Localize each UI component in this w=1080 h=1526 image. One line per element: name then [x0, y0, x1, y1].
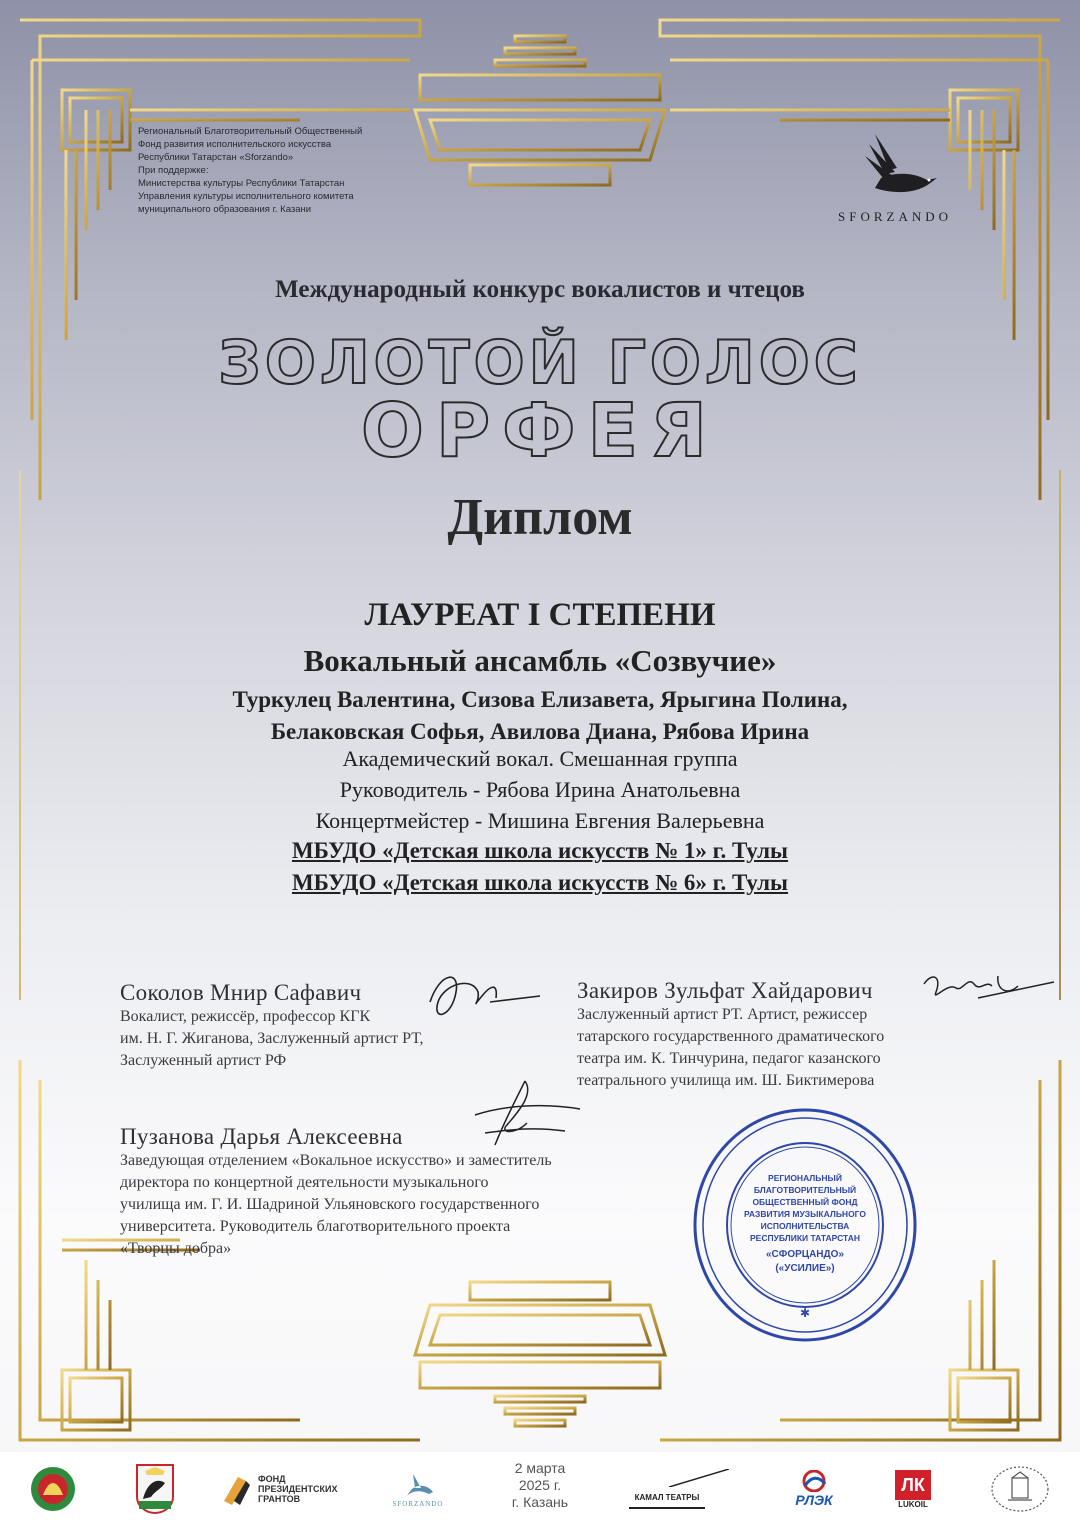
logo-wordmark: SFORZANDO: [837, 209, 952, 224]
signatory-name: Закиров Зульфат Хайдарович: [577, 978, 873, 1003]
desc-line: «Творцы добра»: [120, 1240, 232, 1257]
rpek-logo: [782, 1462, 846, 1516]
org-line: Региональный Благотворительный Общественный: [138, 126, 363, 137]
grants-line: ФОНД: [258, 1474, 286, 1484]
signature-1: [420, 962, 550, 1032]
sforzando-logo: [820, 128, 970, 225]
organizer-info: [138, 125, 438, 216]
category: Академический вокал. Смешанная группа: [342, 746, 738, 771]
org-line: Министерства культуры Республики Татарстан: [138, 178, 345, 189]
desc-line: директора по концертной деятельности музыкального: [120, 1174, 489, 1191]
grants-line: ГРАНТОВ: [258, 1494, 301, 1504]
issue-date: [478, 1460, 602, 1511]
sforzando-small-wordmark: SFORZANDO: [392, 1500, 444, 1508]
signatory-name: Пузанова Дарья Алексеевна: [120, 1124, 403, 1149]
org-line: При поддержке:: [138, 165, 209, 176]
date-line: г. Казань: [511, 1494, 569, 1510]
kazan-coat-of-arms-logo: [130, 1462, 180, 1516]
stamp-line: РЕСПУБЛИКИ ТАТАРСТАН: [750, 1233, 860, 1243]
school-2: МБУДО «Детская школа искусств № 6» г. Тулы: [291, 870, 789, 895]
desc-line: театра им. К. Тинчурина, педагог казанского: [577, 1050, 881, 1067]
desc-line: им. Н. Г. Жиганова, Заслуженный артист РТ,: [120, 1030, 424, 1047]
desc-line: театрального училища им. Ш. Биктимерова: [577, 1072, 875, 1089]
official-stamp: [690, 1105, 920, 1345]
presidential-grants-fund-logo: [218, 1462, 358, 1516]
bird-icon: [845, 128, 945, 200]
members-line: Туркулец Валентина, Сизова Елизавета, Ярыгина Полина,: [232, 687, 848, 712]
members-line: Белаковская Софья, Авилова Диана, Рябова Ирина: [270, 719, 810, 744]
stamp-line: РЕГИОНАЛЬНЫЙ: [768, 1173, 842, 1183]
circular-seal-logo: [985, 1462, 1055, 1516]
sponsor-footer: [0, 1452, 1080, 1526]
desc-line: Заслуженный артист РТ. Артист, режиссер: [577, 1006, 868, 1023]
grants-line: ПРЕЗИДЕНТСКИХ: [258, 1484, 338, 1494]
members-list: [0, 684, 1080, 748]
desc-line: Заведующая отделением «Вокальное искусство» и заместитель: [120, 1152, 552, 1169]
award-degree: ЛАУРЕАТ I СТЕПЕНИ: [364, 597, 716, 633]
rpek-label: РЛЭК: [795, 1492, 833, 1508]
org-line: Фонд развития исполнительского искусства: [138, 139, 332, 150]
date-line: 2025 г.: [518, 1477, 562, 1493]
lukoil-mark: ЛК: [895, 1470, 931, 1500]
stamp-line: ОБЩЕСТВЕННЫЙ ФОНД: [752, 1197, 858, 1207]
tatarstan-emblem-logo: [28, 1462, 78, 1516]
signature-3: [455, 1075, 585, 1150]
stamp-line: БЛАГОТВОРИТЕЛЬНЫЙ: [753, 1185, 857, 1195]
lukoil-label: LUKOIL: [898, 1499, 928, 1509]
accompanist: Концертмейстер - Мишина Евгения Валерьевна: [315, 808, 765, 833]
stamp-line: «СФОРЦАНДО»: [766, 1249, 844, 1260]
desc-line: училища им. Г. И. Шадриной Ульяновского государственного: [120, 1196, 540, 1213]
signatory-description: [120, 1150, 660, 1260]
desc-line: татарского государственного драматического: [577, 1028, 885, 1045]
svg-text:✱: ✱: [799, 1306, 811, 1320]
desc-line: Заслуженный артист РФ: [120, 1052, 287, 1069]
kamal-theatre-logo: [612, 1462, 722, 1516]
kamal-theatre-label: КАМАЛ ТЕАТРЫ: [634, 1493, 700, 1502]
diploma-heading: Диплом: [447, 489, 633, 546]
contest-subtitle: Международный конкурс вокалистов и чтецов: [275, 276, 805, 303]
signatory-description: [577, 1004, 997, 1092]
contest-title-line1: ЗОЛОТОЙ ГОЛОС: [218, 328, 862, 398]
org-line: Республики Татарстан «Sforzando»: [138, 152, 294, 163]
org-line: Управления культуры исполнительного комитета: [138, 191, 354, 202]
stamp-line: РАЗВИТИЯ МУЗЫКАЛЬНОГО: [744, 1209, 866, 1219]
org-line: муниципального образования г. Казани: [138, 204, 312, 215]
school-1: МБУДО «Детская школа искусств № 1» г. Тулы: [291, 838, 789, 863]
desc-line: университета. Руководитель благотворительного проекта: [120, 1218, 511, 1235]
date-line: 2 марта: [514, 1460, 566, 1476]
signature-2: [918, 962, 1058, 1012]
lukoil-logo: [888, 1462, 938, 1516]
desc-line: Вокалист, режиссёр, профессор КГК: [120, 1008, 371, 1025]
sforzando-small-logo: [388, 1462, 448, 1516]
stamp-line: ИСПОЛНИТЕЛЬСТВА: [760, 1221, 850, 1231]
ensemble-name: Вокальный ансамбль «Созвучие»: [303, 643, 777, 678]
leader: Руководитель - Рябова Ирина Анатольевна: [339, 777, 741, 802]
contest-title-line2: ОРФЕЯ: [360, 388, 720, 474]
stamp-line: («УСИЛИЕ»): [775, 1263, 835, 1274]
signatory-name: Соколов Мнир Сафавич: [120, 980, 362, 1005]
